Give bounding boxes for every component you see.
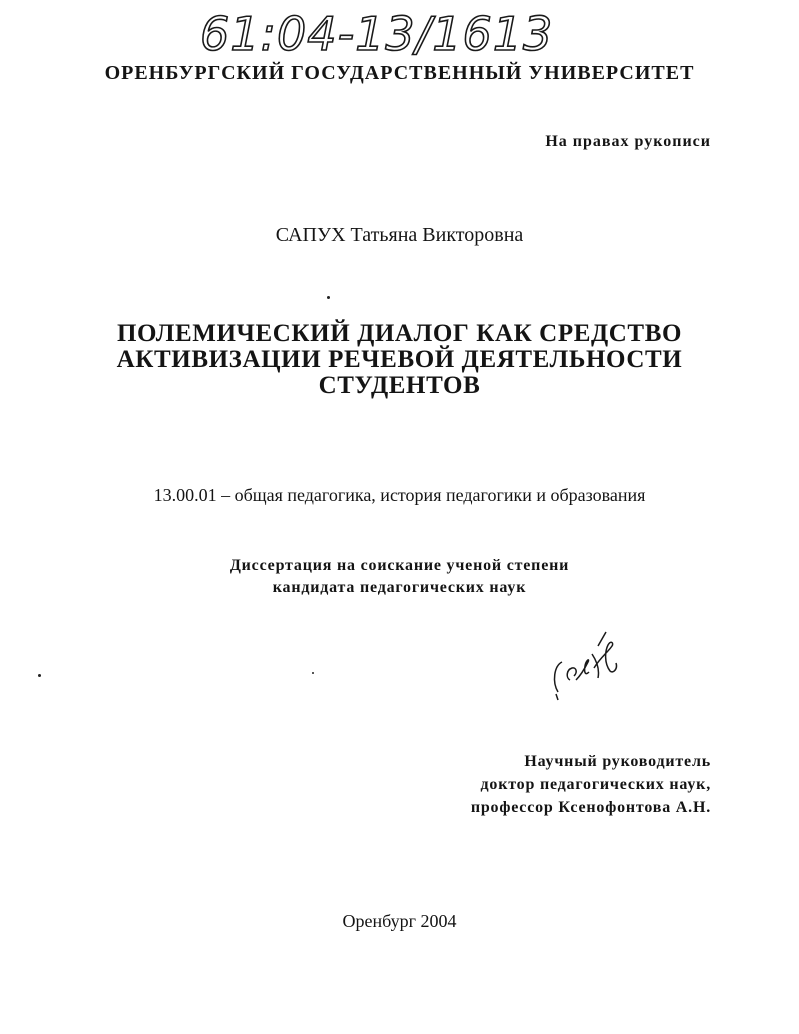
degree-statement (0, 555, 799, 599)
author-name: САПУХ Татьяна Викторовна (275, 224, 524, 246)
rights-note: На правах рукописи (545, 133, 711, 150)
signature-icon (548, 628, 626, 702)
place-and-year: Оренбург 2004 (342, 911, 457, 931)
scan-speck (312, 672, 314, 674)
archive-code-stroke (196, 6, 554, 62)
archive-code-handwritten (196, 6, 554, 62)
specialty-code: 13.00.01 – общая педагогика, история педагогики и образования (153, 485, 646, 505)
archive-code-text: 61:04-13/1613 (200, 7, 554, 61)
scan-speck (327, 296, 330, 299)
supervisor-line: доктор педагогических наук, (480, 776, 711, 793)
university-name: ОРЕНБУРГСКИЙ ГОСУДАРСТВЕННЫЙ УНИВЕРСИТЕТ (104, 62, 695, 84)
dissertation-title (0, 321, 799, 399)
signature-mark (548, 628, 626, 702)
scan-speck (38, 674, 41, 677)
degree-line: кандидата педагогических наук (272, 579, 527, 596)
title-line: ПОЛЕМИЧЕСКИЙ ДИАЛОГ КАК СРЕДСТВО (116, 320, 683, 347)
scientific-supervisor (471, 750, 711, 819)
degree-line: Диссертация на соискание ученой степени (229, 557, 570, 574)
supervisor-line: профессор Ксенофонтова А.Н. (470, 799, 711, 816)
supervisor-line: Научный руководитель (524, 753, 711, 770)
title-line: СТУДЕНТОВ (318, 372, 481, 399)
title-line: АКТИВИЗАЦИИ РЕЧЕВОЙ ДЕЯТЕЛЬНОСТИ (116, 346, 683, 373)
